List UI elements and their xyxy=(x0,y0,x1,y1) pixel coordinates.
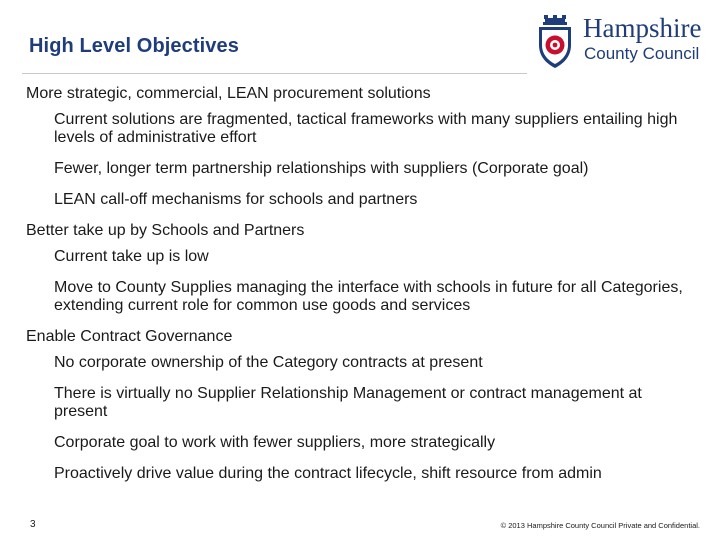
section-heading: Better take up by Schools and Partners xyxy=(26,222,305,239)
bullet-point: Corporate goal to work with fewer suppliers, more strategically xyxy=(54,434,496,451)
bullet-point: There is virtually no Supplier Relationship Management or contract management at present xyxy=(54,385,642,420)
hampshire-crest-icon xyxy=(536,15,574,69)
logo-text-hampshire: Hampshire xyxy=(583,13,702,43)
bullet-point: No corporate ownership of the Category contracts at present xyxy=(54,354,483,371)
slide-number: 3 xyxy=(30,519,36,530)
bullet-point: Move to County Supplies managing the interface with schools in future for all Categories, extending current role for common use goods and services xyxy=(54,279,683,314)
bullet-point: Proactively drive value during the contract lifecycle, shift resource from admin xyxy=(54,465,602,482)
section-heading: Enable Contract Governance xyxy=(26,328,233,345)
section-heading: More strategic, commercial, LEAN procurement solutions xyxy=(26,85,431,102)
bullet-point: Fewer, longer term partnership relationships with suppliers (Corporate goal) xyxy=(54,160,589,177)
slide-title: High Level Objectives xyxy=(29,35,239,57)
bullet-point: Current solutions are fragmented, tactical frameworks with many suppliers entailing high levels of administrative effort xyxy=(54,111,678,146)
objectives-list xyxy=(26,85,696,496)
bullet-point: Current take up is low xyxy=(54,248,209,265)
copyright-notice: © 2013 Hampshire County Council Private and Confidential. xyxy=(500,521,700,530)
title-divider xyxy=(22,73,527,74)
bullet-point: LEAN call-off mechanisms for schools and partners xyxy=(54,191,418,208)
hampshire-logo xyxy=(533,14,713,70)
logo-text-county-council: County Council xyxy=(584,44,700,63)
